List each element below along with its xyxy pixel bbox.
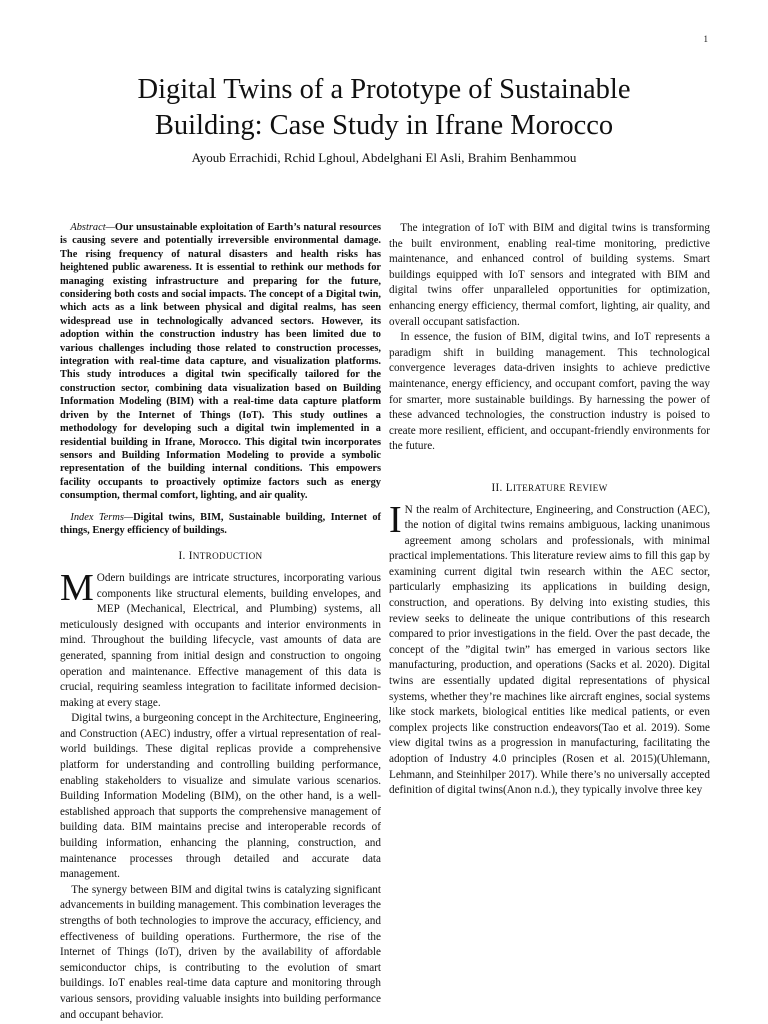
literature-paragraph-1: I N the realm of Architecture, Engineering, and Construction (AEC), the notion of digital twins remains ambiguous, lacking unanimous agreement among scholars and professionals, with minimal practical implementations. This literature review aims to fill this gap by examining current digital twin research within the AEC sector, particularly emphasizing its applications in building design, construction, and operations. By delving into existing studies, this review seeks to delineate the unique contributions of this research compared to prior investigations in the field. Over the past decade, the concept of the ”digital twin” has emerged in various sectors like manufacturing, production, and operations (Sacks et al. 2020). Digital twins are essentially updated digital representations of physical systems, whether they’re machines like aircraft engines, social systems like stock markets, biological entities like medical patients, or even complex projects like construction endeavors(Tao et al. 2019). Some view digital twins as a progression in manufacturing, facilitating the adoption of Industry 4.0 principles (Rosen et al. 2015)(Uhlemann, Lehmann, and Steinhilper 2017). While there’s no universally accepted definition of digital twins(Anon n.d.), they typically involve three key [389, 498, 710, 797]
intro-paragraph-5: In essence, the fusion of BIM, digital twins, and IoT represents a paradigm shift in building management. This technological convergence leverages data-driven insights to achieve predictive maintenance, energy efficiency, and occupant comfort, paving the way for smarter, more sustainable buildings. By harnessing the power of these advanced technologies, the construction industry is poised to create more resilient, efficient, and occupant-friendly environments for the future. [389, 331, 710, 453]
abstract-label: Abstract— [70, 222, 115, 233]
index-terms [60, 511, 381, 538]
intro-paragraph-4: The integration of IoT with BIM and digital twins is transforming the built environment, enabling real-time monitoring, predictive maintenance, and enhanced control of building systems. Smart buildings equipped with IoT sensors and integrated with BIM and digital twins offer unparalleled opportunities for optimization, enhancing energy efficiency, thermal comfort, lighting, air quality, and overall occupant satisfaction. [389, 222, 710, 328]
intro-paragraph-1: M Odern buildings are intricate structures, incorporating various components like structural elements, building envelopes, and MEP (Mechanical, Electrical, and Plumbing) systems, all meticulously designed with occupants and interior environments in mind. Throughout the building lifecycle, vast amounts of data are generated, spanning from initial design and construction to ongoing operation and maintenance. Effective management of this data is crucial, requiring seamless integration to facilitate informed decision-making at every stage. [60, 566, 381, 709]
page-number: 1 [703, 34, 708, 44]
section-heading-literature-review: II. LITERATURE REVIEW [491, 481, 608, 494]
title-line-1: Digital Twins of a Prototype of Sustainable [137, 74, 631, 105]
title-line-2: Building: Case Study in Ifrane Morocco [154, 110, 614, 141]
index-terms-text: Digital twins, BIM, Sustainable building, Internet of things, Energy efficiency of buildings. [60, 511, 381, 536]
abstract [60, 221, 381, 503]
abstract-text: Our unsustainable exploitation of Earth’s natural resources is causing severe and potentially irreversible environmental damage. The rising frequency of natural disasters and health risks has heightened public awareness. It is essential to rethink our methods for managing existing infrastructure and preparing for the future, considering both costs and social impacts. The concept of a Digital twin, which acts as a link between physical and digital realms, has seen widespread use in technologically advanced sectors. However, its adoption within the construction industry has been limited due to various challenges including those related to construction processes, integration with real-time data capture, and visualization platforms. This study introduces a digital twin specifically tailored for the construction sector, combining data visualization based on Building Information Modeling (BIM) with a real-time data capture platform driven by the Internet of Things (IoT). This study outlines a methodology for developing such a digital twin implemented in a residential building in Ifrane, Morocco. This digital twin incorporates sensors and Building Information Modeling to provide a symbolic representation of the building internal conditions. This empowers facility occupants to proactively optimize factors such as energy consumption, thermal comfort, lighting, and air quality. [60, 222, 381, 502]
right-column [389, 221, 710, 799]
drop-cap-m: M [60, 566, 94, 609]
author-list: Ayoub Errachidi, Rchid Lghoul, Abdelghani El Asli, Brahim Benhammou [191, 150, 577, 165]
index-terms-label: Index Terms— [70, 511, 134, 523]
drop-cap-i: I [389, 498, 402, 541]
intro-paragraph-2: Digital twins, a burgeoning concept in the Architecture, Engineering, and Construction (AEC) industry, offer a virtual representation of real-world buildings. These digital replicas provide a comprehensive platform for understanding and controlling building performance, enabling stakeholders to visualize and simulate various scenarios. Building Information Modeling (BIM), on the other hand, is a well-established approach that supports the comprehensive management of building data. BIM maintains precise and interoperable records of building information, enhancing the planning, construction, and maintenance processes through detailed and accurate data management. [60, 712, 381, 881]
section-heading-introduction: I. INTRODUCTION [178, 550, 263, 563]
intro-paragraph-3: The synergy between BIM and digital twins is catalyzing significant advancements in building management. This combination leverages the strengths of both technologies to improve the accuracy, efficiency, and effectiveness of building operations. Furthermore, the rise of the Internet of Things (IoT), driven by the availability of affordable semiconductor chips, is contributing to the evolution of smart buildings. IoT enables real-time data capture and monitoring through various sensors, providing valuable insights into building performance and occupant behavior. [60, 883, 381, 1021]
paper-title [60, 72, 708, 144]
left-column [60, 221, 381, 1023]
